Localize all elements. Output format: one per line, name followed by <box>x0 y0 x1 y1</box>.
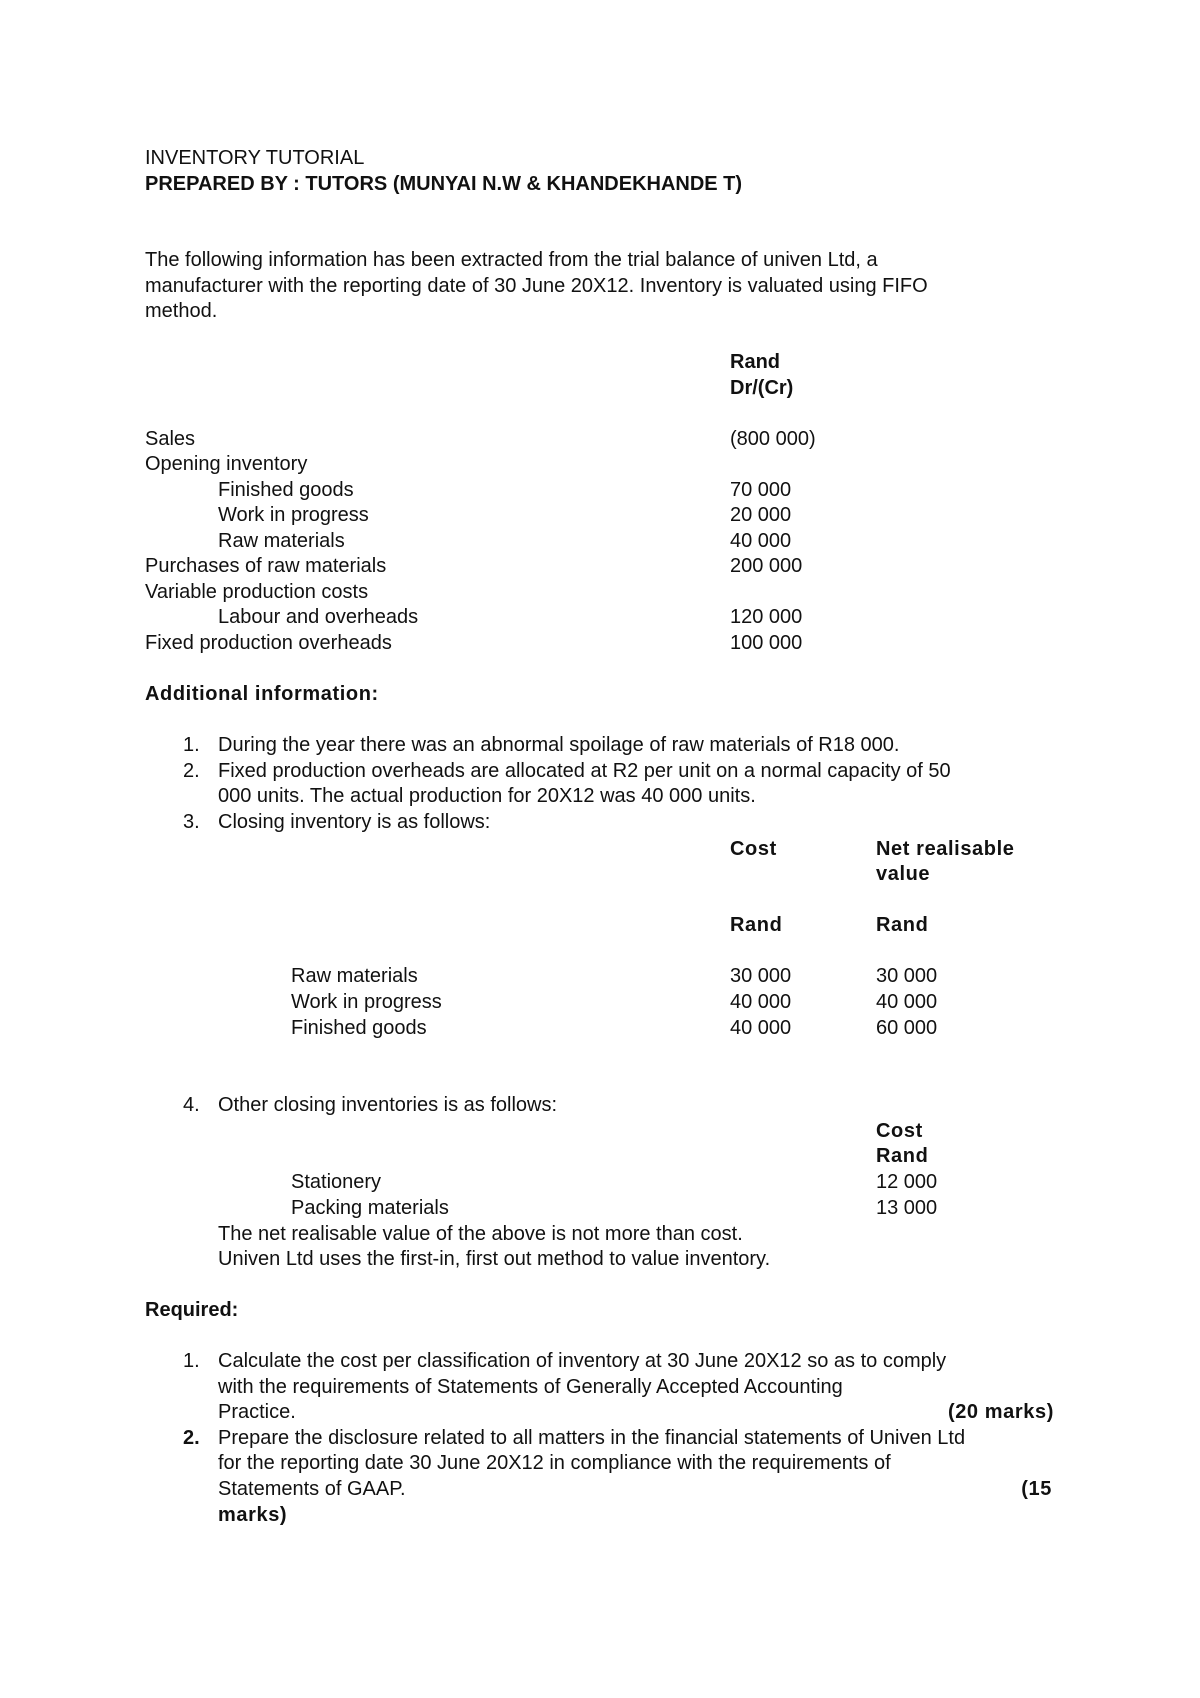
tb-row-value: 200 000 <box>730 555 803 577</box>
q1-line-3: Practice. <box>218 1401 296 1423</box>
tb-row-label: Fixed production overheads <box>145 632 392 654</box>
tb-row-label: Sales <box>145 428 196 450</box>
document-title: INVENTORY TUTORIAL <box>145 147 365 169</box>
item2-line-2: 000 units. The actual production for 20X12 was 40 000 units. <box>218 785 756 807</box>
prepared-by: PREPARED BY : TUTORS (MUNYAI N.W & KHANDEKHANDE T) <box>145 173 743 195</box>
required-heading: Required: <box>145 1299 239 1321</box>
tb-row-label: Raw materials <box>218 530 345 552</box>
question-number: 2. <box>183 1427 200 1449</box>
tb-row-value: 20 000 <box>730 504 792 526</box>
closing-nrv-unit: Rand <box>876 914 929 936</box>
other-cost-header: Cost <box>876 1120 923 1142</box>
tb-row-value: (800 000) <box>730 428 816 450</box>
q2-line-2: for the reporting date 30 June 20X12 in compliance with the requirements of <box>218 1452 891 1474</box>
other-note-1: The net realisable value of the above is not more than cost. <box>218 1223 743 1245</box>
closing-row-cost: 30 000 <box>730 965 792 987</box>
tb-header-drcr: Dr/(Cr) <box>730 377 794 399</box>
item4-text: Other closing inventories is as follows: <box>218 1094 558 1116</box>
closing-row-label: Finished goods <box>291 1017 427 1039</box>
item-number: 1. <box>183 734 200 756</box>
tb-row-value: 120 000 <box>730 606 803 628</box>
closing-row-nrv: 60 000 <box>876 1017 938 1039</box>
intro-line-1: The following information has been extracted from the trial balance of univen Ltd, a <box>145 249 878 271</box>
closing-row-nrv: 30 000 <box>876 965 938 987</box>
tb-row-label: Opening inventory <box>145 453 308 475</box>
other-row-label: Stationery <box>291 1171 382 1193</box>
other-row-label: Packing materials <box>291 1197 449 1219</box>
closing-row-label: Work in progress <box>291 991 442 1013</box>
tb-row-label: Labour and overheads <box>218 606 419 628</box>
tb-row-label: Finished goods <box>218 479 354 501</box>
item-number: 4. <box>183 1094 200 1116</box>
tb-row-label: Work in progress <box>218 504 369 526</box>
q1-marks: (20 marks) <box>947 1401 1054 1423</box>
item-number: 3. <box>183 811 200 833</box>
question-number: 1. <box>183 1350 200 1372</box>
closing-cost-header: Cost <box>730 838 777 860</box>
q2-line-1: Prepare the disclosure related to all matters in the financial statements of Univen Ltd <box>218 1427 966 1449</box>
closing-row-cost: 40 000 <box>730 1017 792 1039</box>
closing-cost-unit: Rand <box>730 914 783 936</box>
tb-row-label: Variable production costs <box>145 581 369 603</box>
other-note-2: Univen Ltd uses the first-in, first out method to value inventory. <box>218 1248 771 1270</box>
item-number: 2. <box>183 760 200 782</box>
closing-nrv-header: Net realisable <box>876 838 1015 860</box>
q1-line-1: Calculate the cost per classification of inventory at 30 June 20X12 so as to comply <box>218 1350 947 1372</box>
other-rand-header: Rand <box>876 1145 929 1167</box>
q2-line-3: Statements of GAAP. <box>218 1478 406 1500</box>
additional-heading: Additional information: <box>145 683 379 705</box>
closing-row-label: Raw materials <box>291 965 418 987</box>
closing-row-cost: 40 000 <box>730 991 792 1013</box>
tb-header-rand: Rand <box>730 351 780 373</box>
tb-row-value: 40 000 <box>730 530 792 552</box>
q2-marks-2: marks) <box>218 1504 288 1526</box>
tb-row-value: 70 000 <box>730 479 792 501</box>
intro-line-2: manufacturer with the reporting date of 30 June 20X12. Inventory is valuated using FIFO <box>145 275 928 297</box>
q1-line-2: with the requirements of Statements of Generally Accepted Accounting <box>218 1376 843 1398</box>
item3-text: Closing inventory is as follows: <box>218 811 491 833</box>
other-row-cost: 13 000 <box>876 1197 938 1219</box>
tb-row-label: Purchases of raw materials <box>145 555 387 577</box>
other-row-cost: 12 000 <box>876 1171 938 1193</box>
q2-marks: (15 <box>1021 1478 1052 1500</box>
tb-row-value: 100 000 <box>730 632 803 654</box>
closing-nrv-header-2: value <box>876 863 931 885</box>
item2-line-1: Fixed production overheads are allocated at R2 per unit on a normal capacity of 50 <box>218 760 951 782</box>
intro-line-3: method. <box>145 300 218 322</box>
closing-row-nrv: 40 000 <box>876 991 938 1013</box>
item1-text: During the year there was an abnormal spoilage of raw materials of R18 000. <box>218 734 900 756</box>
